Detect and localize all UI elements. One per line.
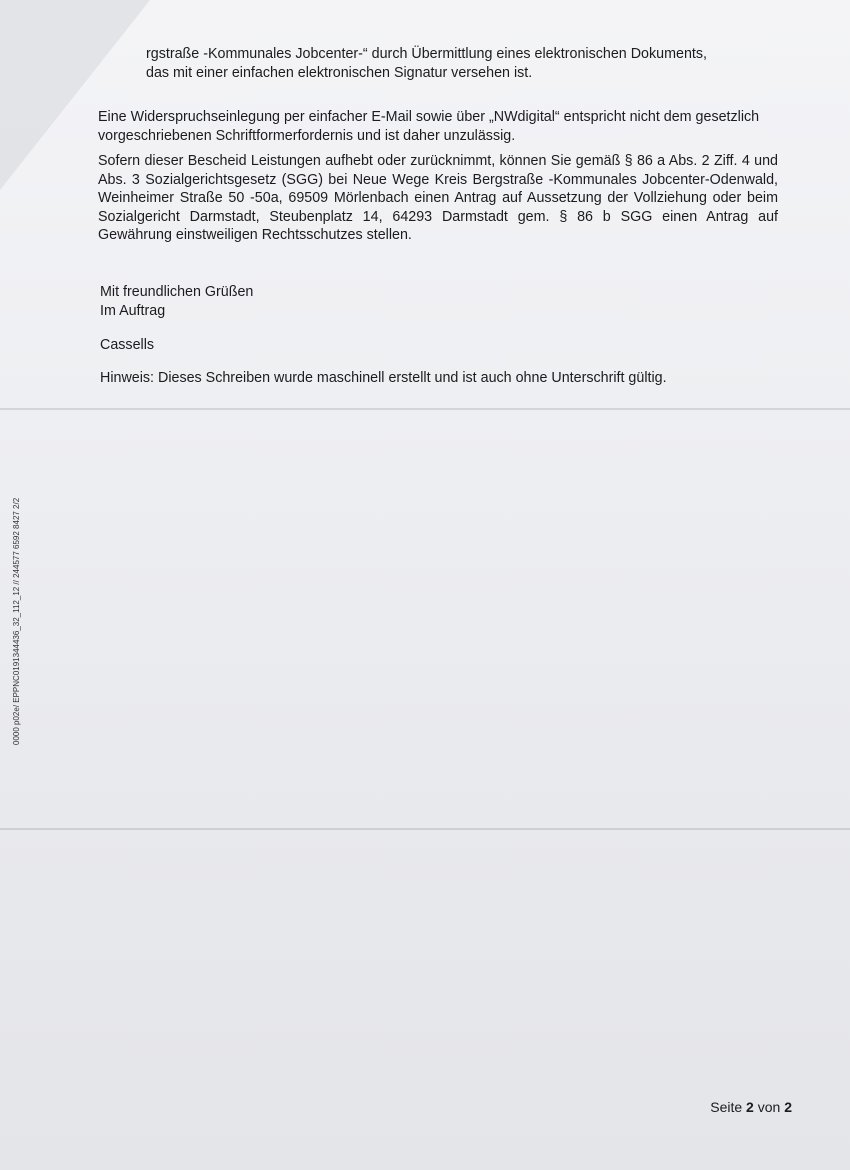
page-total: 2 — [784, 1099, 792, 1115]
paragraph-legal-remedy: Sofern dieser Bescheid Leistungen aufhebt oder zurücknimmt, können Sie gemäß § 86 a Abs. 2 Ziff. 4 und Abs. 3 Sozialgerichtsgesetz (SGG) bei Neue Wege Kreis Bergstraße -Kommunales Jobcenter-Odenwald, Weinheimer Straße 50 -50a, 69509 Mörlenbach einen Antrag auf Aussetzung der Vollziehung oder beim Sozialgericht Darmstadt, Steubenplatz 14, 64293 Darmstadt gem. § 86 b SGG einen Antrag auf Gewährung einstweiligen Rechtsschutzes stellen. — [98, 153, 778, 243]
closing-in-order: Im Auftrag — [100, 303, 166, 319]
closing-greeting: Mit freundlichen Grüßen — [100, 284, 254, 300]
fold-line — [0, 828, 850, 830]
paragraph-line: rgstraße -Kommunales Jobcenter-“ durch Übermittlung eines elektronischen Dokuments, — [146, 46, 707, 62]
paragraph-submission — [98, 45, 778, 82]
page-current: 2 — [746, 1099, 754, 1115]
document-reference-code: 0000 p02e/ EPPNC0191344436_32_112_12 // 244577 6592 8427 2/2 — [12, 497, 21, 745]
fold-line — [0, 408, 850, 410]
machine-generated-hint: Hinweis: Dieses Schreiben wurde maschinell erstellt und ist auch ohne Unterschrift gültig. — [100, 370, 667, 386]
paragraph-line: das mit einer einfachen elektronischen Signatur versehen ist. — [146, 64, 533, 81]
signature-name: Cassells — [100, 337, 155, 353]
closing-block — [100, 283, 253, 321]
page-mid: von — [753, 1099, 785, 1115]
page-prefix: Seite — [710, 1099, 747, 1115]
paragraph-email-objection: Eine Widerspruchseinlegung per einfacher E-Mail sowie über „NWdigital“ entspricht nicht dem gesetzlich vorgeschriebenen Schriftformerfordernis und ist daher unzulässig. — [98, 109, 760, 144]
page-number — [710, 1099, 792, 1115]
